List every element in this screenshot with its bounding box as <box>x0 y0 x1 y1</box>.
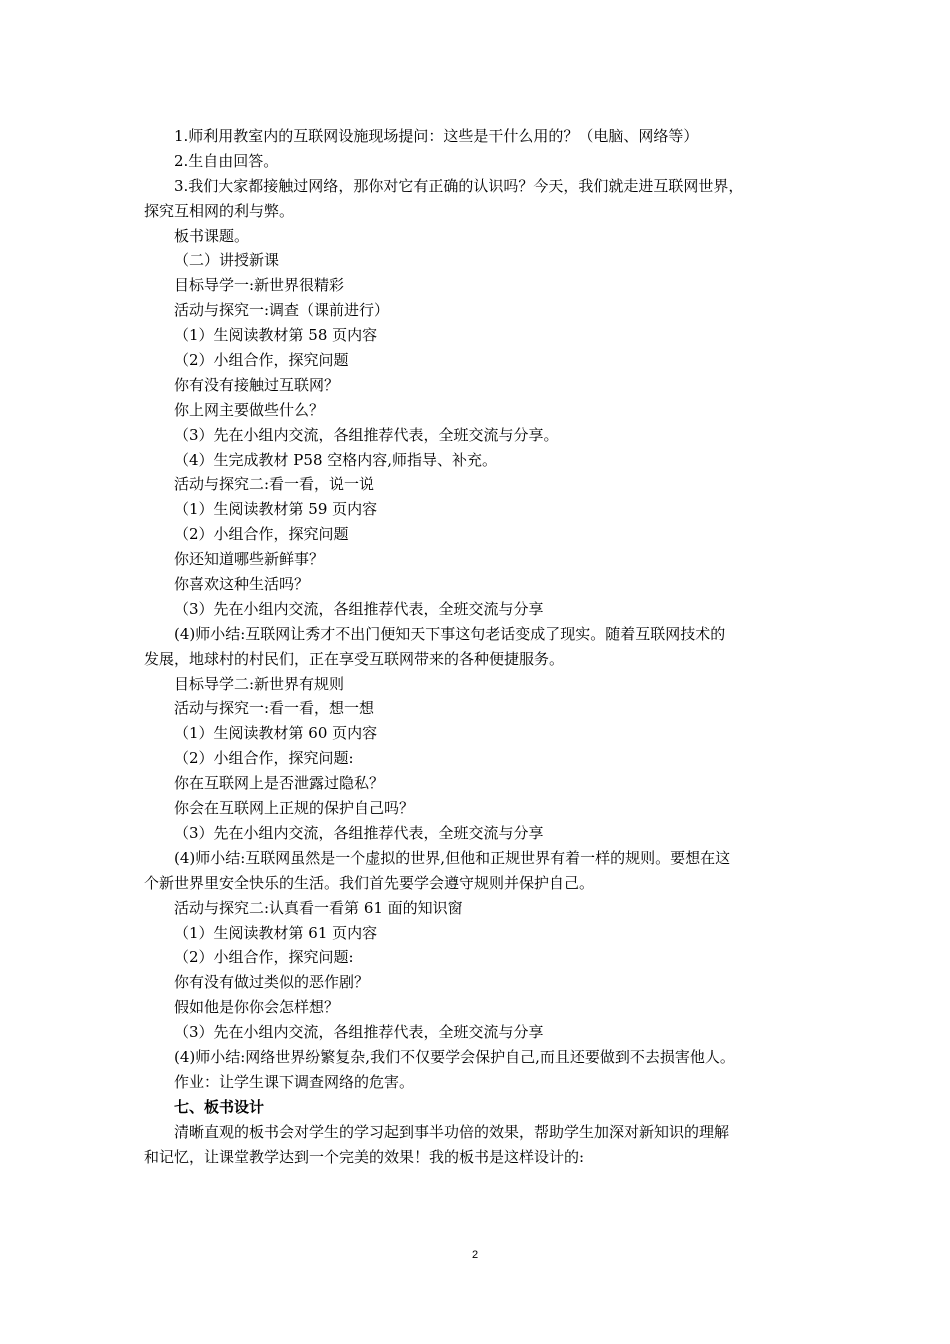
paragraph-line: 目标导学一:新世界很精彩 <box>174 276 345 295</box>
paragraph-line: 2.生自由回答。 <box>174 151 279 170</box>
paragraph-line: （3）先在小组内交流，各组推荐代表，全班交流与分享 <box>174 599 544 618</box>
paragraph-line: （2）小组合作，探究问题: <box>174 749 354 768</box>
paragraph-line: （1）生阅读教材第 60 页内容 <box>174 724 378 743</box>
paragraph-line: （2）小组合作，探究问题 <box>174 525 349 544</box>
paragraph-line: （4）生完成教材 P58 空格内容,师指导、补充。 <box>174 450 498 469</box>
paragraph-line: 活动与探究一:看一看，想一想 <box>174 699 375 718</box>
paragraph-line: 作业：让学生课下调查网络的危害。 <box>174 1072 415 1091</box>
paragraph-line: 和记忆，让课堂教学达到一个完美的效果！我的板书是这样设计的: <box>144 1147 585 1166</box>
paragraph-line: 你有没有做过类似的恶作剧？ <box>174 973 370 992</box>
section-heading: 七、板书设计 <box>174 1097 265 1116</box>
document-body <box>144 124 810 1169</box>
paragraph-line: 个新世界里安全快乐的生活。我们首先要学会遵守规则并保护自己。 <box>144 873 595 892</box>
paragraph-line: 发展，地球村的村民们，正在享受互联网带来的各种便捷服务。 <box>144 649 565 668</box>
paragraph-line: 活动与探究二:看一看，说一说 <box>174 475 375 494</box>
paragraph-line: （二）讲授新课 <box>174 251 280 270</box>
paragraph-line: （1）生阅读教材第 58 页内容 <box>174 326 378 345</box>
paragraph-line: （2）小组合作，探究问题: <box>174 948 354 967</box>
paragraph-line: 1.师利用教室内的互联网设施现场提问：这些是干什么用的？（电脑、网络等） <box>174 127 699 145</box>
paragraph-line: 探究互相网的利与弊。 <box>144 201 295 220</box>
paragraph-line: （3）先在小组内交流，各组推荐代表，全班交流与分享 <box>174 1023 544 1042</box>
page-number: 2 <box>471 1249 479 1261</box>
paragraph-line: (4)师小结:网络世界纷繁复杂,我们不仅要学会保护自己,而且还要做到不去损害他人。 <box>174 1047 735 1066</box>
paragraph-line: （3）先在小组内交流，各组推荐代表，全班交流与分享 <box>174 823 544 842</box>
paragraph-line: （3）先在小组内交流，各组推荐代表，全班交流与分享。 <box>174 425 559 444</box>
paragraph-line: 3.我们大家都接触过网络，那你对它有正确的认识吗？今天，我们就走进互联网世界， <box>174 176 744 195</box>
paragraph-line: 假如他是你你会怎样想？ <box>174 998 340 1017</box>
paragraph-line: (4)师小结:互联网虽然是一个虚拟的世界,但他和正规世界有着一样的规则。要想在这 <box>174 848 731 867</box>
paragraph-line: 你喜欢这种生活吗？ <box>174 575 310 594</box>
paragraph-line: 你有没有接触过互联网？ <box>174 375 340 394</box>
paragraph-line: 你在互联网上是否泄露过隐私？ <box>174 774 385 793</box>
paragraph-line: 目标导学二:新世界有规则 <box>174 674 345 693</box>
paragraph-line: 你会在互联网上正规的保护自己吗？ <box>174 799 415 818</box>
paragraph-line: (4)师小结:互联网让秀才不出门便知天下事这句老话变成了现实。随着互联网技术的 <box>174 624 726 643</box>
paragraph-line: 板书课题。 <box>174 226 250 245</box>
paragraph-line: 你上网主要做些什么？ <box>174 400 325 419</box>
paragraph-line: 清晰直观的板书会对学生的学习起到事半功倍的效果，帮助学生加深对新知识的理解 <box>174 1122 730 1141</box>
paragraph-line: 活动与探究二:认真看一看第 61 面的知识窗 <box>174 898 463 917</box>
paragraph-line: 活动与探究一:调查（课前进行） <box>174 301 390 320</box>
paragraph-line: 你还知道哪些新鲜事？ <box>174 550 325 569</box>
paragraph-line: （2）小组合作，探究问题 <box>174 351 349 370</box>
paragraph-line: （1）生阅读教材第 61 页内容 <box>174 923 378 942</box>
paragraph-line: （1）生阅读教材第 59 页内容 <box>174 500 378 519</box>
